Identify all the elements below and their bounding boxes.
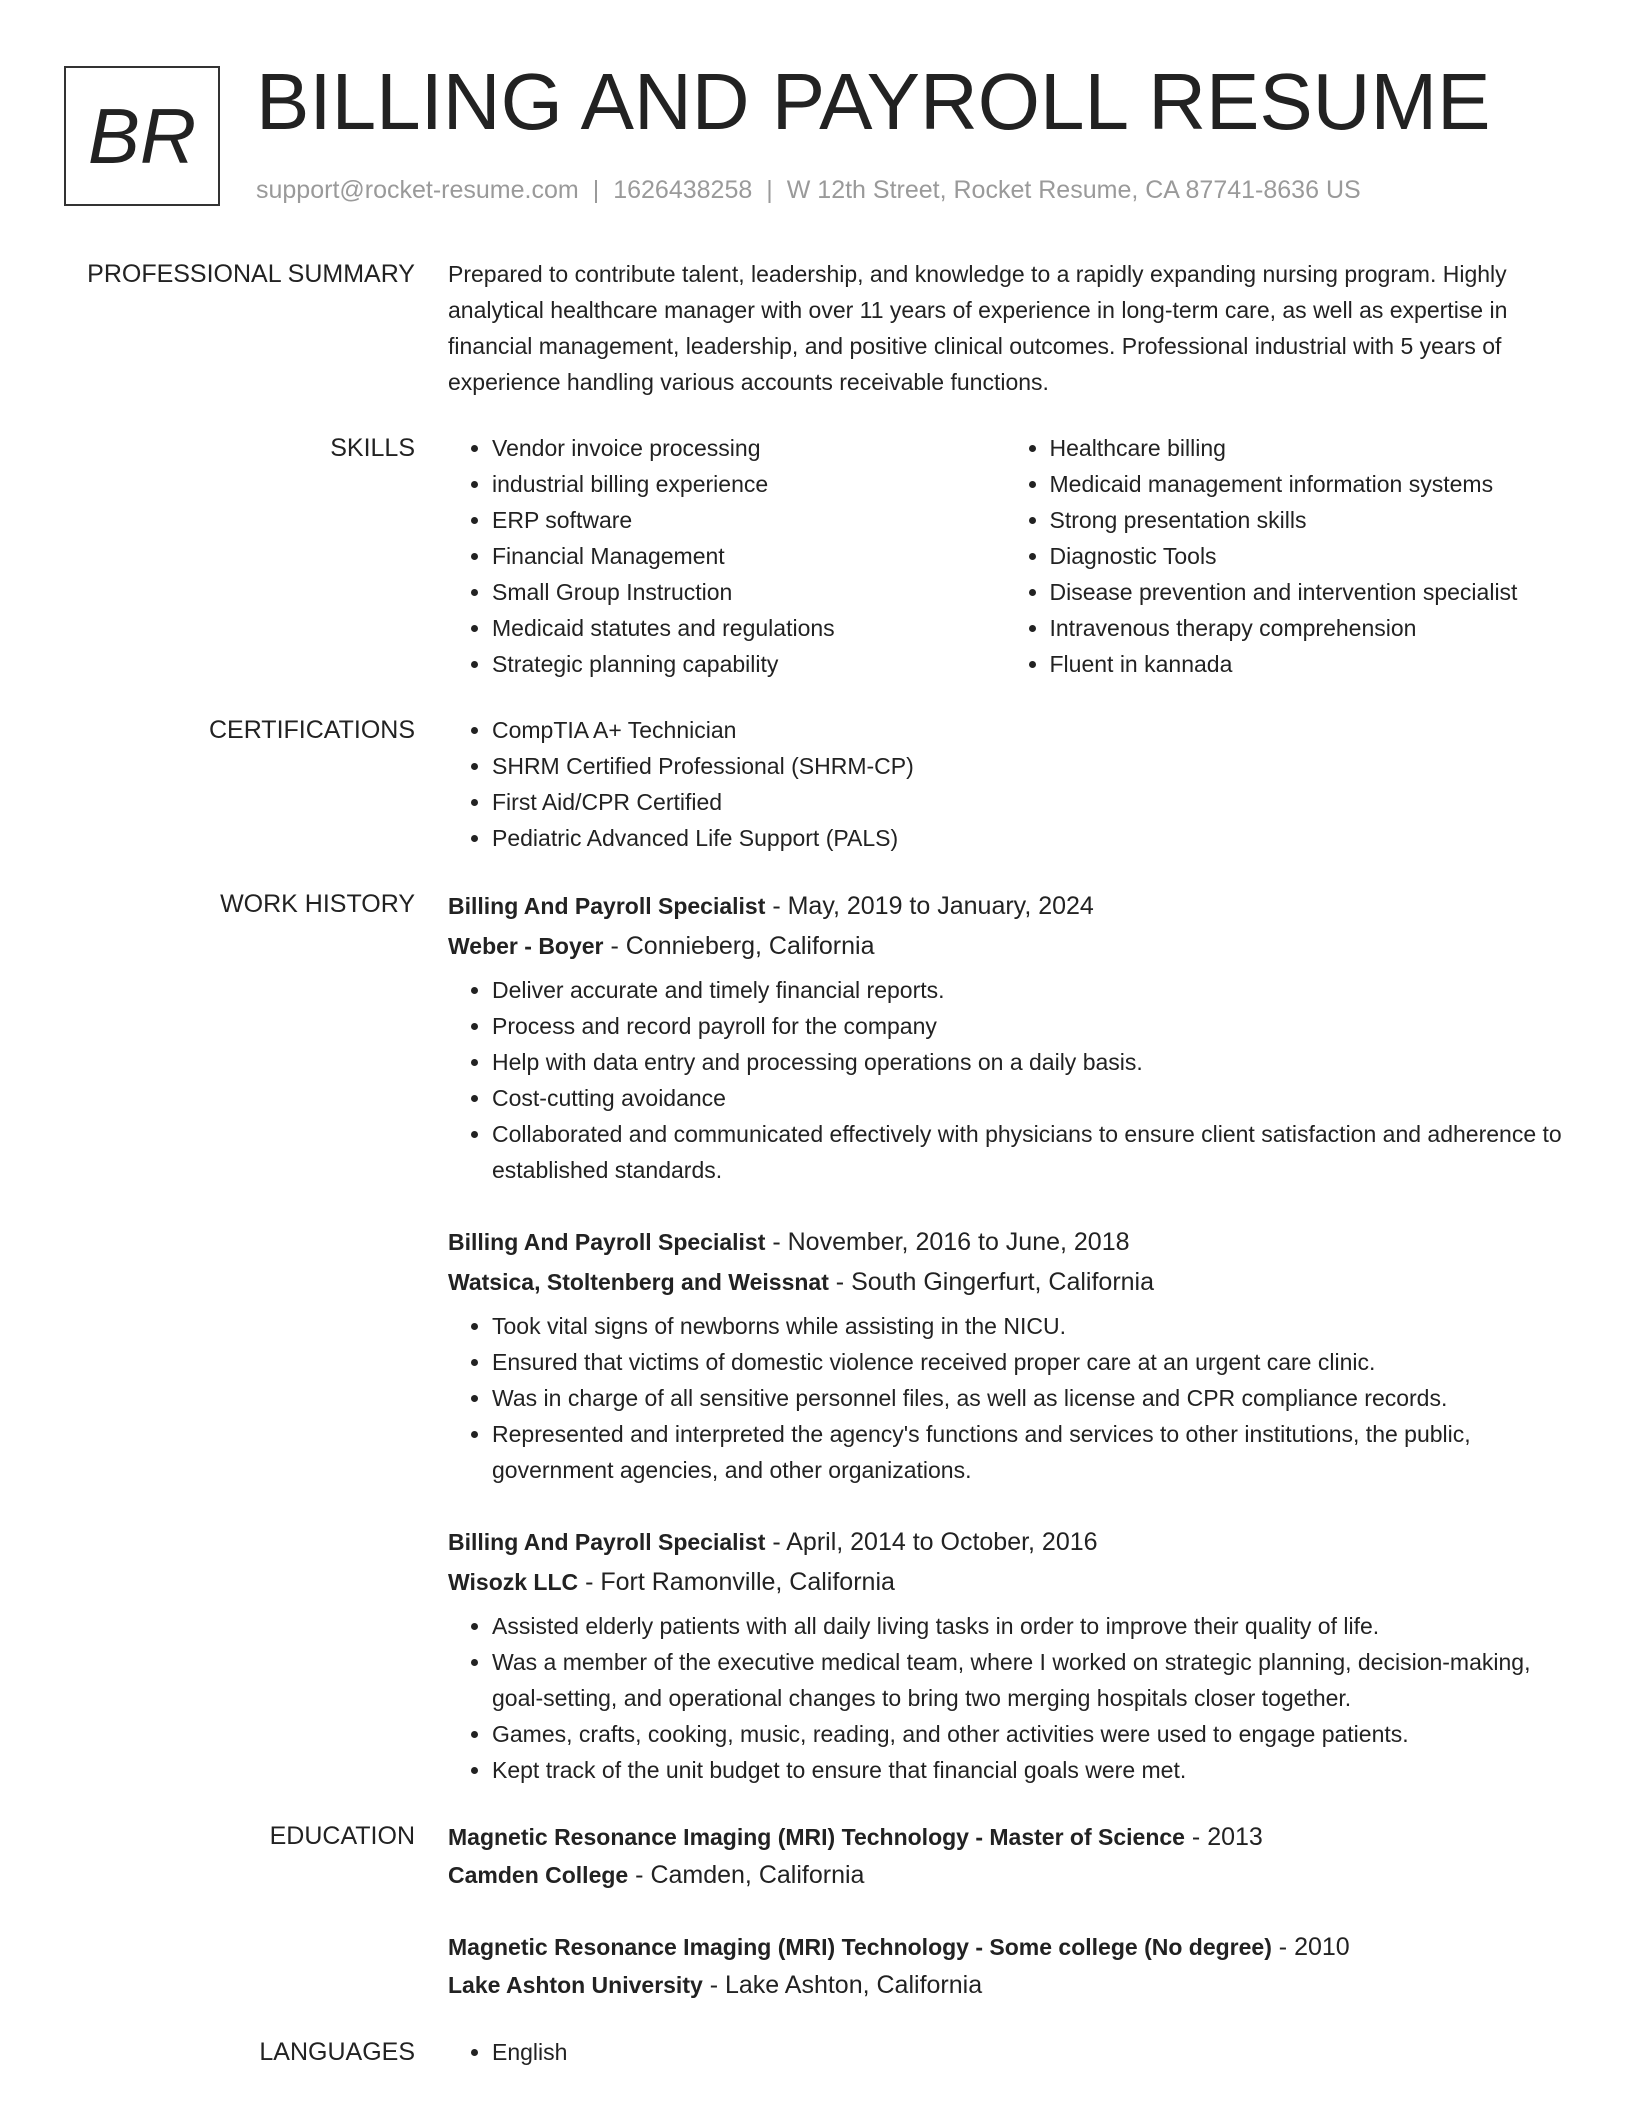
job-company: Wisozk LLC — [448, 1569, 579, 1595]
skill-item: • industrial billing experience — [492, 466, 1006, 502]
dash: - — [702, 1971, 725, 1999]
job-dates: May, 2019 to January, 2024 — [787, 892, 1094, 920]
education-location: Lake Ashton, California — [725, 1971, 983, 1999]
certifications-list — [448, 712, 1563, 856]
contact-separator: | — [766, 176, 773, 204]
education-degree: Magnetic Resonance Imaging (MRI) Technology - Master of Science — [448, 1824, 1185, 1850]
dash: - — [578, 1568, 601, 1596]
job-bullets — [448, 1308, 1563, 1488]
job-bullet: • Kept track of the unit budget to ensure that financial goals were met. — [492, 1752, 1563, 1788]
job-bullet: • Was a member of the executive medical team, where I worked on strategic planning, decision-making, goal-setting, and operational changes to bring two merging hospitals closer together. — [492, 1644, 1563, 1716]
skill-item: • Small Group Instruction — [492, 574, 1006, 610]
contact-phone[interactable]: 1626438258 — [613, 176, 753, 204]
job-location: Fort Ramonville, California — [600, 1568, 895, 1596]
job-bullet: • Was in charge of all sensitive personnel files, as well as license and CPR compliance records. — [492, 1380, 1563, 1416]
education-degree-line — [448, 1928, 1563, 1966]
job-dates: April, 2014 to October, 2016 — [786, 1528, 1098, 1556]
skill-item: • Diagnostic Tools — [1050, 538, 1564, 574]
job-company: Weber - Boyer — [448, 933, 604, 959]
job-bullet: • Represented and interpreted the agency's functions and services to other institutions, the public, government agencies, and other organizations. — [492, 1416, 1563, 1488]
skill-item: • Medicaid management information systems — [1050, 466, 1564, 502]
skill-item: • Vendor invoice processing — [492, 430, 1006, 466]
section-skills — [0, 430, 1632, 682]
certification-item: • Pediatric Advanced Life Support (PALS) — [492, 820, 1563, 856]
dash: - — [628, 1861, 651, 1889]
skill-item: • ERP software — [492, 502, 1006, 538]
job-bullet: • Deliver accurate and timely financial reports. — [492, 972, 1563, 1008]
certification-item: • First Aid/CPR Certified — [492, 784, 1563, 820]
education-entry — [448, 1928, 1563, 2004]
job-dates: November, 2016 to June, 2018 — [787, 1228, 1130, 1256]
section-body — [448, 2034, 1563, 2070]
section-label: SKILLS — [330, 434, 415, 462]
section-work-history — [0, 886, 1632, 1788]
monogram: BR — [64, 66, 220, 206]
skill-item: • Fluent in kannada — [1050, 646, 1564, 682]
job-title-line — [448, 1522, 1563, 1562]
education-school-line — [448, 1856, 1563, 1894]
education-degree-line — [448, 1818, 1563, 1856]
section-label: WORK HISTORY — [220, 890, 415, 918]
section-label: LANGUAGES — [259, 2038, 415, 2066]
contact-address: W 12th Street, Rocket Resume, CA 87741-8636 US — [786, 176, 1361, 204]
section-label: EDUCATION — [269, 1822, 415, 1850]
dash: - — [603, 932, 626, 960]
job-title-line — [448, 886, 1563, 926]
job-bullet: • Took vital signs of newborns while assisting in the NICU. — [492, 1308, 1563, 1344]
skill-item: • Healthcare billing — [1050, 430, 1564, 466]
section-education — [0, 1818, 1632, 2004]
section-body — [448, 1818, 1563, 2004]
dash: - — [1184, 1823, 1208, 1851]
education-location: Camden, California — [650, 1861, 865, 1889]
section-languages — [0, 2034, 1632, 2070]
job-entry — [448, 1522, 1563, 1788]
section-body — [448, 256, 1563, 400]
skill-item: • Financial Management — [492, 538, 1006, 574]
education-school: Lake Ashton University — [448, 1972, 703, 1998]
job-company-line — [448, 1262, 1563, 1302]
dash: - — [765, 1228, 788, 1256]
section-body — [448, 886, 1563, 1788]
job-location: South Gingerfurt, California — [851, 1268, 1155, 1296]
job-bullet: • Cost-cutting avoidance — [492, 1080, 1563, 1116]
resume-title: BILLING AND PAYROLL RESUME — [256, 57, 1491, 146]
job-bullet: • Help with data entry and processing operations on a daily basis. — [492, 1044, 1563, 1080]
job-title: Billing And Payroll Specialist — [448, 1229, 766, 1255]
job-company: Watsica, Stoltenberg and Weissnat — [448, 1269, 829, 1295]
education-school-line — [448, 1966, 1563, 2004]
job-company-line — [448, 1562, 1563, 1602]
section-certifications — [0, 712, 1632, 856]
job-company-line — [448, 926, 1563, 966]
section-body — [448, 712, 1563, 856]
job-bullets — [448, 1608, 1563, 1788]
skills-columns — [448, 430, 1563, 682]
contact-line — [256, 174, 1361, 206]
dash: - — [765, 1528, 787, 1556]
skills-list-left — [448, 430, 1006, 682]
dash: - — [765, 892, 788, 920]
skills-list-right — [1006, 430, 1564, 682]
certification-item: • CompTIA A+ Technician — [492, 712, 1563, 748]
skill-item: • Strong presentation skills — [1050, 502, 1564, 538]
education-degree: Magnetic Resonance Imaging (MRI) Technology - Some college (No degree) — [448, 1934, 1272, 1960]
section-label: CERTIFICATIONS — [208, 716, 415, 744]
resume-content — [0, 256, 1632, 2070]
dash: - — [828, 1268, 852, 1296]
section-professional-summary — [0, 256, 1632, 400]
languages-list — [448, 2034, 1563, 2070]
job-bullets — [448, 972, 1563, 1188]
summary-text: Prepared to contribute talent, leadership, and knowledge to a rapidly expanding nursing program. Highly analytical healthcare manager with over 11 years of experience in long-term care, as well as expertise in financial management, leadership, and positive clinical outcomes. Professional industrial with 5 years of experience handling various accounts receivable functions. — [448, 261, 1508, 395]
skill-item: • Medicaid statutes and regulations — [492, 610, 1006, 646]
skill-item: • Strategic planning capability — [492, 646, 1006, 682]
job-entry — [448, 886, 1563, 1188]
education-year: 2010 — [1294, 1933, 1350, 1961]
education-entry — [448, 1818, 1563, 1894]
job-bullet: • Collaborated and communicated effectively with physicians to ensure client satisfaction and adherence to established standards. — [492, 1116, 1563, 1188]
job-bullet: • Process and record payroll for the company — [492, 1008, 1563, 1044]
language-item: • English — [492, 2034, 1563, 2070]
contact-separator: | — [592, 176, 600, 204]
job-title: Billing And Payroll Specialist — [448, 1529, 766, 1555]
certification-item: • SHRM Certified Professional (SHRM-CP) — [492, 748, 1563, 784]
job-bullet: • Ensured that victims of domestic violence received proper care at an urgent care clinic. — [492, 1344, 1563, 1380]
job-title: Billing And Payroll Specialist — [448, 893, 766, 919]
job-title-line — [448, 1222, 1563, 1262]
job-entry — [448, 1222, 1563, 1488]
job-location: Connieberg, California — [625, 932, 875, 960]
job-bullet: • Games, crafts, cooking, music, reading, and other activities were used to engage patients. — [492, 1716, 1563, 1752]
education-school: Camden College — [448, 1862, 629, 1888]
job-bullet: • Assisted elderly patients with all daily living tasks in order to improve their quality of life. — [492, 1608, 1563, 1644]
skill-item: • Disease prevention and intervention specialist — [1050, 574, 1564, 610]
education-year: 2013 — [1207, 1823, 1263, 1851]
dash: - — [1271, 1933, 1295, 1961]
section-label: PROFESSIONAL SUMMARY — [87, 260, 415, 288]
contact-email[interactable]: support@rocket-resume.com — [256, 176, 579, 204]
skill-item: • Intravenous therapy comprehension — [1050, 610, 1564, 646]
